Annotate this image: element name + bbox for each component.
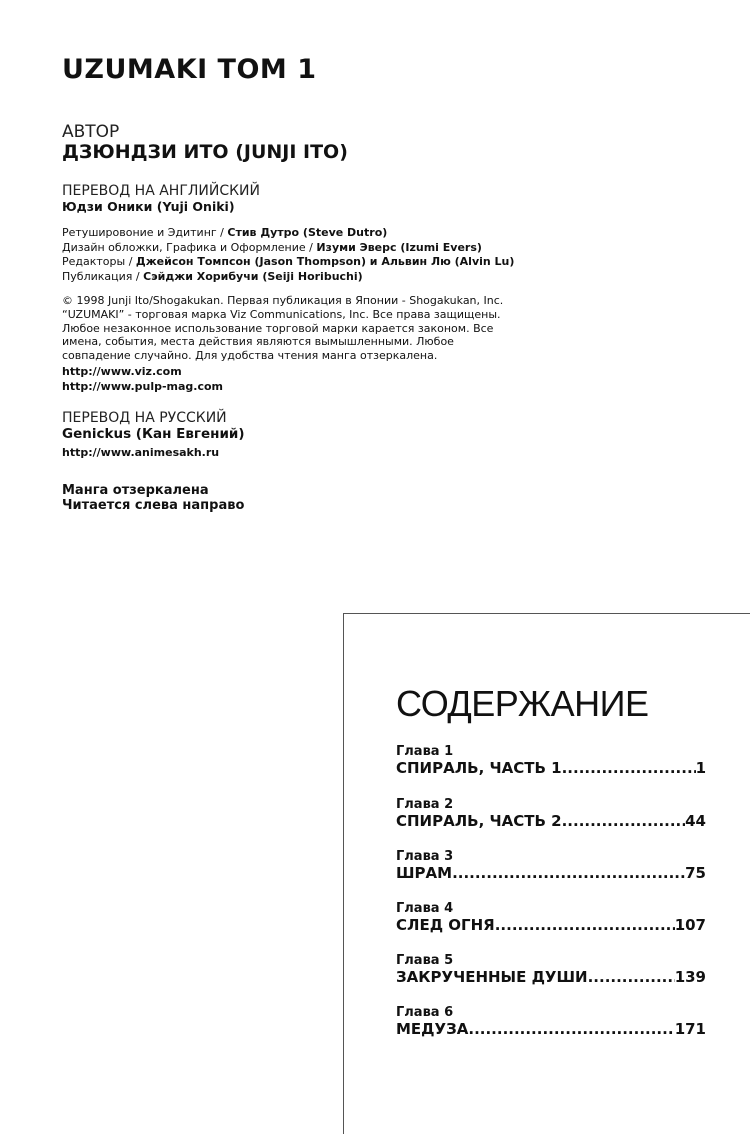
copyright-block (62, 294, 503, 363)
credit-person: Стив Дутро (Steve Dutro) (227, 226, 388, 239)
toc-leader-dots (468, 1020, 674, 1038)
toc-chapter-page: 44 (685, 812, 706, 830)
toc-chapter-title: СПИРАЛЬ, ЧАСТЬ 1 (396, 759, 562, 777)
toc-chapter-line (396, 968, 706, 986)
copyright-line: © 1998 Junji Ito/Shogakukan. Первая публикация в Японии - Shogakukan, Inc. (62, 294, 504, 307)
toc-chapter-page: 139 (674, 968, 706, 986)
credit-role: Дизайн обложки, Графика и Оформление / (62, 240, 317, 254)
author-label: АВТОР (62, 122, 120, 142)
page-title: UZUMAKI ТОМ 1 (62, 54, 317, 85)
toc-chapter-label: Глава 1 (396, 744, 454, 759)
toc-leader-dots (452, 864, 685, 882)
translation-ru-name: Genickus (Кан Евгений) (62, 426, 245, 442)
toc-chapter-line (396, 812, 706, 830)
toc-chapter-title: СЛЕД ОГНЯ (396, 916, 495, 934)
credit-role: Ретушировоние и Эдитинг / (62, 226, 228, 239)
credit-role: Публикация / (62, 269, 144, 283)
toc-chapter-page: 1 (695, 759, 706, 777)
copyright-line: имена, события, места действия являются вымышленными. Любое (62, 335, 454, 349)
link-animesakh[interactable]: http://www.animesakh.ru (62, 446, 220, 459)
toc-chapter-line (396, 916, 706, 934)
toc-chapter-title: ШРАМ (396, 864, 453, 882)
links-en (62, 365, 223, 394)
toc-chapter-label: Глава 4 (396, 901, 454, 916)
toc-entry[interactable] (396, 797, 706, 830)
link-viz[interactable]: http://www.viz.com (62, 365, 182, 378)
toc-chapter-line (396, 1020, 706, 1038)
toc-entry[interactable] (396, 901, 706, 934)
reading-notes (62, 484, 244, 513)
toc-entry[interactable] (396, 953, 706, 986)
author-block (62, 122, 348, 163)
author-name: ДЗЮНДЗИ ИТО (JUNJI ITO) (62, 141, 348, 163)
translation-en-label: ПЕРЕВОД НА АНГЛИЙСКИЙ (62, 183, 261, 199)
credits-block (62, 226, 514, 284)
credit-person: Джейсон Томпсон (Jason Thompson) и Альвин Лю (Alvin Lu) (135, 255, 515, 268)
credit-line (62, 270, 514, 285)
copyright-line: “UZUMAKI” - торговая марка Viz Communications, Inc. Все права защищены. (62, 307, 501, 321)
toc-leader-dots (495, 916, 675, 934)
credit-person: Сэйджи Хорибучи (Seiji Horibuchi) (143, 269, 363, 283)
toc-chapter-label: Глава 3 (396, 849, 454, 864)
credit-line (62, 241, 514, 256)
toc-entry[interactable] (396, 1005, 706, 1038)
note-reading-direction: Читается слева направо (62, 497, 245, 513)
toc-leader-dots (562, 812, 686, 830)
credit-line (62, 226, 514, 241)
translation-ru-block (62, 410, 245, 442)
note-mirrored: Манга отзеркалена (62, 483, 209, 498)
credit-person: Изуми Эверс (Izumi Evers) (316, 240, 482, 254)
toc-entry[interactable] (396, 744, 706, 777)
toc-chapter-page: 171 (674, 1020, 706, 1038)
translation-ru-label: ПЕРЕВОД НА РУССКИЙ (62, 410, 227, 426)
toc-leader-dots (588, 968, 675, 986)
toc-entry[interactable] (396, 849, 706, 882)
toc-chapter-page: 75 (685, 864, 706, 882)
toc-chapter-label: Глава 5 (396, 953, 454, 968)
toc-chapter-line (396, 864, 706, 882)
toc-chapter-line (396, 759, 706, 777)
toc-heading: СОДЕРЖАНИЕ (396, 683, 649, 724)
toc-chapter-label: Глава 6 (396, 1005, 454, 1020)
toc-chapter-label: Глава 2 (396, 797, 454, 812)
toc-leader-dots (562, 759, 696, 777)
link-pulp-mag[interactable]: http://www.pulp-mag.com (62, 379, 224, 393)
credit-role: Редакторы / (62, 255, 136, 268)
translation-en-block (62, 183, 260, 214)
toc-chapter-page: 107 (674, 916, 706, 934)
toc-chapter-title: СПИРАЛЬ, ЧАСТЬ 2 (396, 812, 562, 830)
toc-chapter-title: ЗАКРУЧЕННЫЕ ДУШИ (396, 968, 588, 986)
copyright-line: Любое незаконное использование торговой марки карается законом. Все (62, 321, 494, 335)
credit-line (62, 255, 514, 270)
toc-chapter-title: МЕДУЗА (396, 1020, 469, 1038)
copyright-line: совпадение случайно. Для удобства чтения манга отзеркалена. (62, 349, 438, 363)
translation-en-name: Юдзи Оники (Yuji Oniki) (62, 199, 235, 214)
